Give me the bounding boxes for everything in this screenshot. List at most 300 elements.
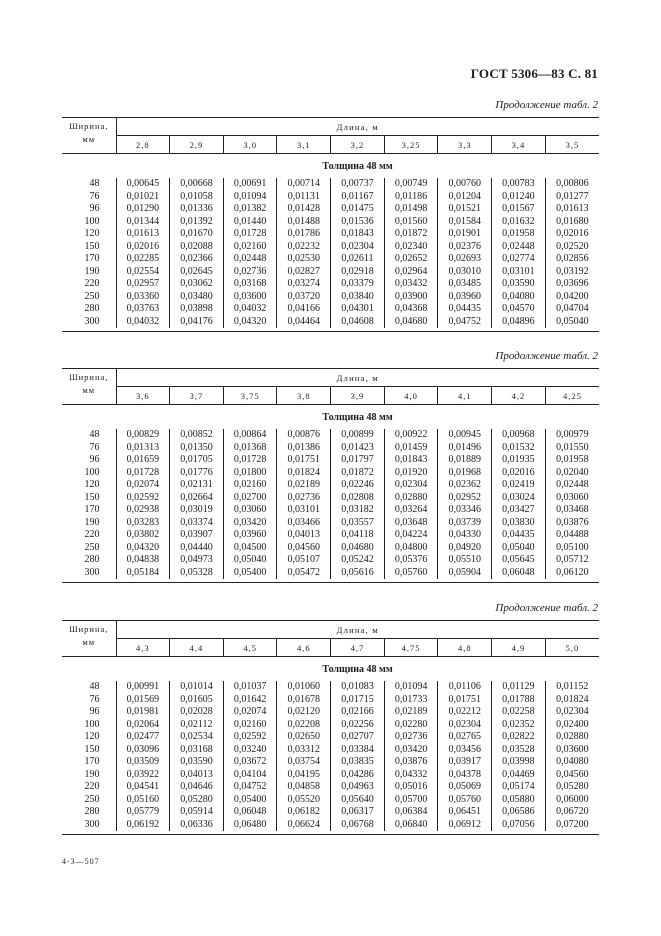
volume-value: 0,02880	[384, 492, 438, 505]
volume-value: 0,02964	[384, 266, 438, 279]
width-header-label: Ширина,	[69, 121, 109, 131]
volume-value: 0,04800	[384, 542, 438, 555]
volume-value: 0,00829	[116, 429, 170, 442]
volume-value: 0,01475	[331, 203, 385, 216]
header-row	[62, 118, 599, 136]
volume-value: 0,00668	[170, 178, 224, 191]
width-header	[62, 621, 116, 657]
volume-value: 0,01901	[438, 228, 492, 241]
volume-value: 0,04032	[116, 316, 170, 329]
volume-value: 0,01872	[331, 467, 385, 480]
volume-value: 0,01605	[170, 694, 224, 707]
table-row	[62, 492, 599, 505]
width-value: 48	[89, 429, 100, 440]
table-row	[62, 731, 599, 744]
volume-value: 0,02352	[492, 719, 546, 732]
volume-value: 0,04646	[170, 781, 224, 794]
width-value: 120	[84, 479, 100, 490]
volume-value: 0,05760	[384, 567, 438, 580]
volume-value: 0,02208	[277, 719, 331, 732]
volume-value: 0,03168	[223, 278, 277, 291]
volume-value: 0,01440	[223, 216, 277, 229]
volume-value: 0,01889	[438, 454, 492, 467]
volume-value: 0,01392	[170, 216, 224, 229]
length-value: 3,1	[277, 136, 331, 154]
volume-value: 0,03096	[116, 744, 170, 757]
volume-value: 0,01290	[116, 203, 170, 216]
volume-value: 0,02112	[170, 719, 224, 732]
volume-value: 0,03720	[277, 291, 331, 304]
volume-value: 0,02645	[170, 266, 224, 279]
volume-value: 0,06048	[492, 567, 546, 580]
length-value: 4,25	[545, 387, 599, 405]
volume-value: 0,06182	[277, 806, 331, 819]
volume-value: 0,03998	[492, 756, 546, 769]
volume-value: 0,00737	[331, 178, 385, 191]
volume-value: 0,01344	[116, 216, 170, 229]
volume-value: 0,05779	[116, 806, 170, 819]
volume-value: 0,01567	[492, 203, 546, 216]
volume-value: 0,03060	[223, 504, 277, 517]
table-row	[62, 756, 599, 769]
volume-value: 0,03101	[277, 504, 331, 517]
volume-value: 0,02362	[438, 479, 492, 492]
volume-value: 0,04560	[545, 769, 599, 782]
volume-value: 0,02736	[384, 731, 438, 744]
width-value: 300	[84, 566, 100, 578]
volume-value: 0,02232	[277, 241, 331, 254]
width-value: 250	[84, 793, 100, 805]
data-table	[62, 620, 599, 835]
volume-value: 0,02822	[492, 731, 546, 744]
volume-value: 0,05016	[384, 781, 438, 794]
volume-value: 0,02074	[116, 479, 170, 492]
volume-value: 0,03427	[492, 504, 546, 517]
volume-value: 0,02376	[438, 241, 492, 254]
volume-value: 0,04464	[277, 316, 331, 329]
volume-value: 0,04570	[492, 303, 546, 316]
volume-value: 0,01981	[116, 706, 170, 719]
width-value: 190	[84, 516, 100, 528]
volume-value: 0,01313	[116, 442, 170, 455]
volume-table	[62, 620, 599, 835]
volume-value: 0,03696	[545, 278, 599, 291]
header-row	[62, 369, 599, 387]
volume-value: 0,00714	[277, 178, 331, 191]
table-row	[62, 567, 599, 580]
volume-value: 0,01060	[277, 681, 331, 694]
volume-value: 0,02304	[438, 719, 492, 732]
volume-value: 0,03840	[331, 291, 385, 304]
volume-value: 0,05040	[223, 554, 277, 567]
volume-table	[62, 117, 599, 332]
volume-value: 0,01958	[545, 454, 599, 467]
volume-value: 0,01935	[492, 454, 546, 467]
volume-value: 0,02554	[116, 266, 170, 279]
volume-value: 0,03019	[170, 504, 224, 517]
length-value: 4,6	[277, 639, 331, 657]
volume-value: 0,02448	[223, 253, 277, 266]
volume-value: 0,05700	[384, 794, 438, 807]
volume-value: 0,03360	[116, 291, 170, 304]
table-row	[62, 769, 599, 782]
volume-value: 0,02189	[384, 706, 438, 719]
volume-value: 0,02088	[170, 241, 224, 254]
table-row	[62, 744, 599, 757]
table-bottom-rule	[62, 579, 599, 583]
volume-value: 0,01843	[384, 454, 438, 467]
volume-value: 0,04378	[438, 769, 492, 782]
volume-value: 0,03346	[438, 504, 492, 517]
volume-value: 0,03456	[438, 744, 492, 757]
volume-value: 0,02258	[492, 706, 546, 719]
volume-value: 0,01536	[331, 216, 385, 229]
volume-value: 0,05712	[545, 554, 599, 567]
length-value: 5,0	[545, 639, 599, 657]
volume-value: 0,02592	[223, 731, 277, 744]
volume-value: 0,01350	[170, 442, 224, 455]
footer-code: 4-3—507	[62, 857, 100, 866]
width-header-unit: мм	[82, 637, 96, 647]
volume-value: 0,01733	[384, 694, 438, 707]
table-row	[62, 278, 599, 291]
width-value: 170	[84, 756, 100, 767]
volume-value: 0,05400	[223, 794, 277, 807]
volume-value: 0,02477	[116, 731, 170, 744]
volume-value: 0,03802	[116, 529, 170, 542]
volume-value: 0,06912	[438, 819, 492, 832]
volume-value: 0,05040	[545, 316, 599, 329]
volume-value: 0,02304	[331, 241, 385, 254]
volume-value: 0,00876	[277, 429, 331, 442]
volume-value: 0,02700	[223, 492, 277, 505]
width-value: 150	[84, 491, 100, 503]
volume-value: 0,03528	[492, 744, 546, 757]
volume-value: 0,02074	[223, 706, 277, 719]
volume-value: 0,02736	[277, 492, 331, 505]
table-row	[62, 479, 599, 492]
volume-value: 0,04608	[331, 316, 385, 329]
volume-value: 0,01569	[116, 694, 170, 707]
volume-value: 0,02938	[116, 504, 170, 517]
volume-value: 0,02736	[223, 266, 277, 279]
table-row	[62, 253, 599, 266]
volume-value: 0,02592	[116, 492, 170, 505]
table-row	[62, 819, 599, 832]
volume-value: 0,04013	[277, 529, 331, 542]
volume-value: 0,02774	[492, 253, 546, 266]
volume-value: 0,01728	[116, 467, 170, 480]
width-header-unit: мм	[82, 385, 96, 395]
width-value: 76	[89, 441, 100, 453]
width-value: 48	[89, 178, 100, 189]
length-value: 4,4	[170, 639, 224, 657]
volume-value: 0,03374	[170, 517, 224, 530]
volume-value: 0,00645	[116, 178, 170, 191]
length-value: 3,25	[384, 136, 438, 154]
volume-value: 0,02304	[545, 706, 599, 719]
volume-value: 0,05100	[545, 542, 599, 555]
volume-value: 0,05280	[170, 794, 224, 807]
volume-value: 0,02016	[492, 467, 546, 480]
length-value: 3,9	[331, 387, 385, 405]
width-value: 100	[84, 466, 100, 478]
volume-value: 0,05510	[438, 554, 492, 567]
volume-value: 0,03432	[384, 278, 438, 291]
volume-value: 0,03060	[545, 492, 599, 505]
table-row	[62, 241, 599, 254]
volume-value: 0,03062	[170, 278, 224, 291]
volume-value: 0,01037	[223, 681, 277, 694]
width-header-label: Ширина,	[69, 372, 109, 382]
volume-value: 0,04435	[438, 303, 492, 316]
lengths-row	[62, 639, 599, 657]
volume-value: 0,06384	[384, 806, 438, 819]
volume-value: 0,03898	[170, 303, 224, 316]
lengths-row	[62, 387, 599, 405]
table-row	[62, 454, 599, 467]
volume-value: 0,05640	[331, 794, 385, 807]
table-row	[62, 316, 599, 329]
volume-value: 0,04320	[116, 542, 170, 555]
volume-value: 0,01680	[545, 216, 599, 229]
thickness-label: Толщина 48 мм	[322, 411, 393, 423]
table-row	[62, 191, 599, 204]
volume-value: 0,01277	[545, 191, 599, 204]
volume-value: 0,02040	[545, 467, 599, 480]
width-value: 280	[84, 554, 100, 565]
volume-value: 0,02120	[277, 706, 331, 719]
length-value: 4,75	[384, 639, 438, 657]
length-value: 4,8	[438, 639, 492, 657]
width-value: 96	[89, 203, 100, 214]
volume-value: 0,01788	[492, 694, 546, 707]
volume-value: 0,06048	[223, 806, 277, 819]
volume-value: 0,01958	[492, 228, 546, 241]
volume-value: 0,00899	[331, 429, 385, 442]
volume-value: 0,03960	[223, 529, 277, 542]
volume-value: 0,05040	[492, 542, 546, 555]
volume-value: 0,06624	[277, 819, 331, 832]
volume-value: 0,01094	[384, 681, 438, 694]
volume-value: 0,00760	[438, 178, 492, 191]
table-row	[62, 794, 599, 807]
length-header: Длина, м	[116, 369, 599, 387]
volume-value: 0,01584	[438, 216, 492, 229]
volume-value: 0,04896	[492, 316, 546, 329]
table-row	[62, 266, 599, 279]
continuation-note: Продолжение табл. 2	[495, 99, 598, 111]
table-row	[62, 694, 599, 707]
length-header: Длина, м	[116, 118, 599, 136]
volume-value: 0,03900	[384, 291, 438, 304]
width-value: 250	[84, 541, 100, 553]
lengths-row	[62, 136, 599, 154]
volume-value: 0,03240	[223, 744, 277, 757]
volume-value: 0,01488	[277, 216, 331, 229]
volume-value: 0,03420	[384, 744, 438, 757]
volume-value: 0,05472	[277, 567, 331, 580]
volume-value: 0,04332	[384, 769, 438, 782]
volume-value: 0,02765	[438, 731, 492, 744]
volume-value: 0,01459	[384, 442, 438, 455]
thickness-row	[62, 405, 599, 430]
volume-value: 0,02280	[384, 719, 438, 732]
volume-value: 0,03168	[170, 744, 224, 757]
volume-value: 0,00852	[170, 429, 224, 442]
volume-value: 0,01920	[384, 467, 438, 480]
volume-value: 0,02650	[277, 731, 331, 744]
thickness-row	[62, 154, 599, 179]
volume-value: 0,03922	[116, 769, 170, 782]
volume-value: 0,01550	[545, 442, 599, 455]
table-row	[62, 216, 599, 229]
volume-value: 0,02707	[331, 731, 385, 744]
volume-value: 0,01129	[492, 681, 546, 694]
width-value: 100	[84, 215, 100, 227]
width-header-unit: мм	[82, 134, 96, 144]
volume-value: 0,04560	[277, 542, 331, 555]
volume-value: 0,03830	[492, 517, 546, 530]
width-header-label: Ширина,	[69, 624, 109, 634]
volume-value: 0,01386	[277, 442, 331, 455]
volume-value: 0,01496	[438, 442, 492, 455]
table-bottom-rule	[62, 831, 599, 835]
volume-value: 0,05520	[277, 794, 331, 807]
volume-value: 0,05376	[384, 554, 438, 567]
page-title: ГОСТ 5306—83 С. 81	[470, 66, 598, 81]
volume-value: 0,01800	[223, 467, 277, 480]
volume-value: 0,05242	[331, 554, 385, 567]
table-row	[62, 781, 599, 794]
volume-value: 0,04104	[223, 769, 277, 782]
volume-value: 0,01776	[170, 467, 224, 480]
volume-value: 0,04838	[116, 554, 170, 567]
volume-value: 0,01678	[277, 694, 331, 707]
volume-value: 0,01728	[223, 454, 277, 467]
volume-value: 0,02918	[331, 266, 385, 279]
length-value: 4,5	[223, 639, 277, 657]
volume-value: 0,03010	[438, 266, 492, 279]
volume-value: 0,03835	[331, 756, 385, 769]
volume-value: 0,03024	[492, 492, 546, 505]
volume-value: 0,04752	[223, 781, 277, 794]
volume-value: 0,03876	[384, 756, 438, 769]
width-value: 300	[84, 315, 100, 327]
volume-value: 0,01751	[438, 694, 492, 707]
width-value: 220	[84, 781, 100, 792]
volume-value: 0,03485	[438, 278, 492, 291]
volume-value: 0,06120	[545, 567, 599, 580]
length-value: 3,4	[492, 136, 546, 154]
volume-value: 0,05904	[438, 567, 492, 580]
volume-value: 0,02448	[492, 241, 546, 254]
volume-value: 0,01705	[170, 454, 224, 467]
volume-value: 0,03960	[438, 291, 492, 304]
volume-table	[62, 368, 599, 583]
volume-value: 0,01728	[223, 228, 277, 241]
volume-value: 0,04435	[492, 529, 546, 542]
volume-value: 0,04080	[492, 291, 546, 304]
thickness-label: Толщина 48 мм	[322, 663, 393, 675]
volume-value: 0,04858	[277, 781, 331, 794]
volume-value: 0,05914	[170, 806, 224, 819]
table-row	[62, 542, 599, 555]
volume-value: 0,04488	[545, 529, 599, 542]
volume-value: 0,01186	[384, 191, 438, 204]
volume-value: 0,03917	[438, 756, 492, 769]
volume-value: 0,06000	[545, 794, 599, 807]
volume-value: 0,05616	[331, 567, 385, 580]
volume-value: 0,03274	[277, 278, 331, 291]
volume-value: 0,04200	[545, 291, 599, 304]
volume-value: 0,06336	[170, 819, 224, 832]
width-value: 170	[84, 504, 100, 515]
volume-value: 0,03312	[277, 744, 331, 757]
volume-value: 0,00922	[384, 429, 438, 442]
length-value: 3,6	[116, 387, 170, 405]
volume-value: 0,02611	[331, 253, 385, 266]
data-table	[62, 117, 599, 332]
volume-value: 0,02212	[438, 706, 492, 719]
length-header: Длина, м	[116, 621, 599, 639]
length-value: 4,9	[492, 639, 546, 657]
width-value: 76	[89, 693, 100, 705]
volume-value: 0,01786	[277, 228, 331, 241]
width-value: 300	[84, 818, 100, 830]
volume-value: 0,04118	[331, 529, 385, 542]
volume-value: 0,03600	[223, 291, 277, 304]
volume-value: 0,04166	[277, 303, 331, 316]
volume-value: 0,03468	[545, 504, 599, 517]
volume-value: 0,04469	[492, 769, 546, 782]
table-row	[62, 806, 599, 819]
table-row	[62, 517, 599, 530]
length-value: 3,8	[277, 387, 331, 405]
length-value: 3,3	[438, 136, 492, 154]
volume-value: 0,04963	[331, 781, 385, 794]
width-value: 120	[84, 228, 100, 239]
volume-value: 0,05107	[277, 554, 331, 567]
width-value: 76	[89, 190, 100, 202]
continuation-note: Продолжение табл. 2	[495, 602, 598, 614]
volume-value: 0,01872	[384, 228, 438, 241]
volume-value: 0,04680	[331, 542, 385, 555]
volume-value: 0,03182	[331, 504, 385, 517]
volume-value: 0,04320	[223, 316, 277, 329]
volume-value: 0,02530	[277, 253, 331, 266]
length-value: 4,1	[438, 387, 492, 405]
length-value: 4,0	[384, 387, 438, 405]
volume-value: 0,02246	[331, 479, 385, 492]
width-value: 170	[84, 253, 100, 264]
volume-value: 0,02448	[545, 479, 599, 492]
volume-value: 0,03557	[331, 517, 385, 530]
volume-value: 0,06586	[492, 806, 546, 819]
volume-value: 0,01058	[170, 191, 224, 204]
length-value: 2,8	[116, 136, 170, 154]
volume-value: 0,00979	[545, 429, 599, 442]
table-row	[62, 178, 599, 191]
volume-value: 0,03600	[545, 744, 599, 757]
volume-value: 0,01532	[492, 442, 546, 455]
table-row	[62, 706, 599, 719]
volume-value: 0,04032	[223, 303, 277, 316]
width-value: 220	[84, 278, 100, 289]
volume-value: 0,02520	[545, 241, 599, 254]
table-row	[62, 529, 599, 542]
volume-value: 0,01521	[438, 203, 492, 216]
